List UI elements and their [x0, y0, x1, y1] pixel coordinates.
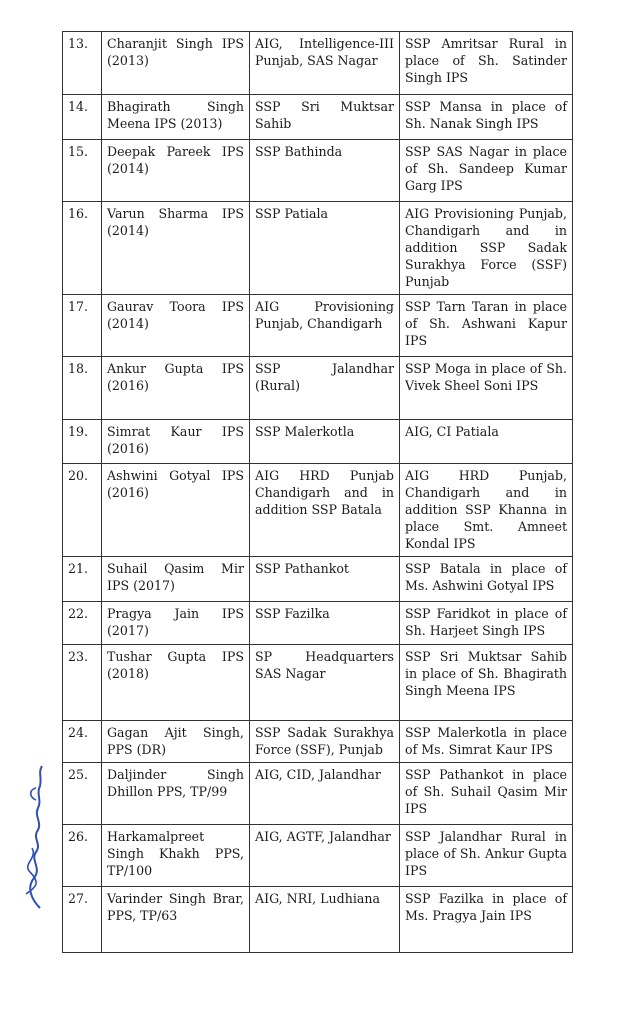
new-posting-cell: AIG, CI Patiala [400, 420, 573, 464]
table-row [63, 420, 573, 464]
serial-number-cell: 25. [63, 763, 102, 825]
officer-name-cell: Varun Sharma IPS (2014) [102, 202, 250, 295]
officer-name-cell: Daljinder Singh Dhillon PPS, TP/99 [102, 763, 250, 825]
serial-number-cell: 26. [63, 825, 102, 887]
new-posting-cell: SSP Moga in place of Sh. Vivek Sheel Soni IPS [400, 357, 573, 420]
new-posting-cell: SSP Jalandhar Rural in place of Sh. Ankur Gupta IPS [400, 825, 573, 887]
officer-name-cell: Harkamalpreet Singh Khakh PPS, TP/100 [102, 825, 250, 887]
serial-number-cell: 13. [63, 32, 102, 95]
new-posting-cell: SSP Faridkot in place of Sh. Harjeet Singh IPS [400, 602, 573, 645]
new-posting-cell: SSP Malerkotla in place of Ms. Simrat Kaur IPS [400, 721, 573, 763]
officer-name-cell: Ankur Gupta IPS (2016) [102, 357, 250, 420]
officer-name-cell: Bhagirath Singh Meena IPS (2013) [102, 95, 250, 140]
table-row [63, 721, 573, 763]
current-posting-cell: AIG, NRI, Ludhiana [250, 887, 400, 953]
officer-name-cell: Gaurav Toora IPS (2014) [102, 295, 250, 357]
officer-name-cell: Pragya Jain IPS (2017) [102, 602, 250, 645]
current-posting-cell: SSP Fazilka [250, 602, 400, 645]
current-posting-cell: SSP Bathinda [250, 140, 400, 202]
officer-name-cell: Deepak Pareek IPS (2014) [102, 140, 250, 202]
new-posting-cell: SSP Fazilka in place of Ms. Pragya Jain IPS [400, 887, 573, 953]
current-posting-cell: SSP Sri Muktsar Sahib [250, 95, 400, 140]
serial-number-cell: 20. [63, 464, 102, 557]
new-posting-cell: SSP Sri Muktsar Sahib in place of Sh. Bhagirath Singh Meena IPS [400, 645, 573, 721]
handwritten-signature [12, 760, 52, 910]
serial-number-cell: 19. [63, 420, 102, 464]
officer-name-cell: Varinder Singh Brar, PPS, TP/63 [102, 887, 250, 953]
postings-table-body [63, 32, 573, 953]
table-row [63, 645, 573, 721]
serial-number-cell: 14. [63, 95, 102, 140]
current-posting-cell: AIG Provisioning Punjab, Chandigarh [250, 295, 400, 357]
current-posting-cell: SSP Pathankot [250, 557, 400, 602]
current-posting-cell: SSP Patiala [250, 202, 400, 295]
current-posting-cell: SSP Jalandhar (Rural) [250, 357, 400, 420]
serial-number-cell: 18. [63, 357, 102, 420]
table-row [63, 887, 573, 953]
officer-name-cell: Simrat Kaur IPS (2016) [102, 420, 250, 464]
new-posting-cell: AIG HRD Punjab, Chandigarh and in addition SSP Khanna in place Smt. Amneet Kondal IPS [400, 464, 573, 557]
serial-number-cell: 15. [63, 140, 102, 202]
table-row [63, 357, 573, 420]
new-posting-cell: AIG Provisioning Punjab, Chandigarh and in addition SSP Sadak Surakhya Force (SSF) Punjab [400, 202, 573, 295]
current-posting-cell: SSP Sadak Surakhya Force (SSF), Punjab [250, 721, 400, 763]
new-posting-cell: SSP SAS Nagar in place of Sh. Sandeep Kumar Garg IPS [400, 140, 573, 202]
new-posting-cell: SSP Batala in place of Ms. Ashwini Gotyal IPS [400, 557, 573, 602]
serial-number-cell: 24. [63, 721, 102, 763]
new-posting-cell: SSP Pathankot in place of Sh. Suhail Qasim Mir IPS [400, 763, 573, 825]
table-row [63, 763, 573, 825]
serial-number-cell: 23. [63, 645, 102, 721]
table-row [63, 295, 573, 357]
new-posting-cell: SSP Mansa in place of Sh. Nanak Singh IPS [400, 95, 573, 140]
table-row [63, 464, 573, 557]
serial-number-cell: 16. [63, 202, 102, 295]
serial-number-cell: 27. [63, 887, 102, 953]
serial-number-cell: 21. [63, 557, 102, 602]
current-posting-cell: AIG, AGTF, Jalandhar [250, 825, 400, 887]
current-posting-cell: SP Headquarters SAS Nagar [250, 645, 400, 721]
table-row [63, 140, 573, 202]
officer-name-cell: Tushar Gupta IPS (2018) [102, 645, 250, 721]
new-posting-cell: SSP Tarn Taran in place of Sh. Ashwani Kapur IPS [400, 295, 573, 357]
table-row [63, 602, 573, 645]
table-row [63, 32, 573, 95]
current-posting-cell: AIG, CID, Jalandhar [250, 763, 400, 825]
officer-name-cell: Suhail Qasim Mir IPS (2017) [102, 557, 250, 602]
current-posting-cell: AIG, Intelligence-III Punjab, SAS Nagar [250, 32, 400, 95]
table-row [63, 825, 573, 887]
officer-name-cell: Ashwini Gotyal IPS (2016) [102, 464, 250, 557]
serial-number-cell: 17. [63, 295, 102, 357]
table-row [63, 202, 573, 295]
postings-table [62, 31, 573, 953]
officer-name-cell: Gagan Ajit Singh, PPS (DR) [102, 721, 250, 763]
new-posting-cell: SSP Amritsar Rural in place of Sh. Satinder Singh IPS [400, 32, 573, 95]
current-posting-cell: AIG HRD Punjab Chandigarh and in addition SSP Batala [250, 464, 400, 557]
current-posting-cell: SSP Malerkotla [250, 420, 400, 464]
table-row [63, 95, 573, 140]
table-row [63, 557, 573, 602]
officer-name-cell: Charanjit Singh IPS (2013) [102, 32, 250, 95]
serial-number-cell: 22. [63, 602, 102, 645]
